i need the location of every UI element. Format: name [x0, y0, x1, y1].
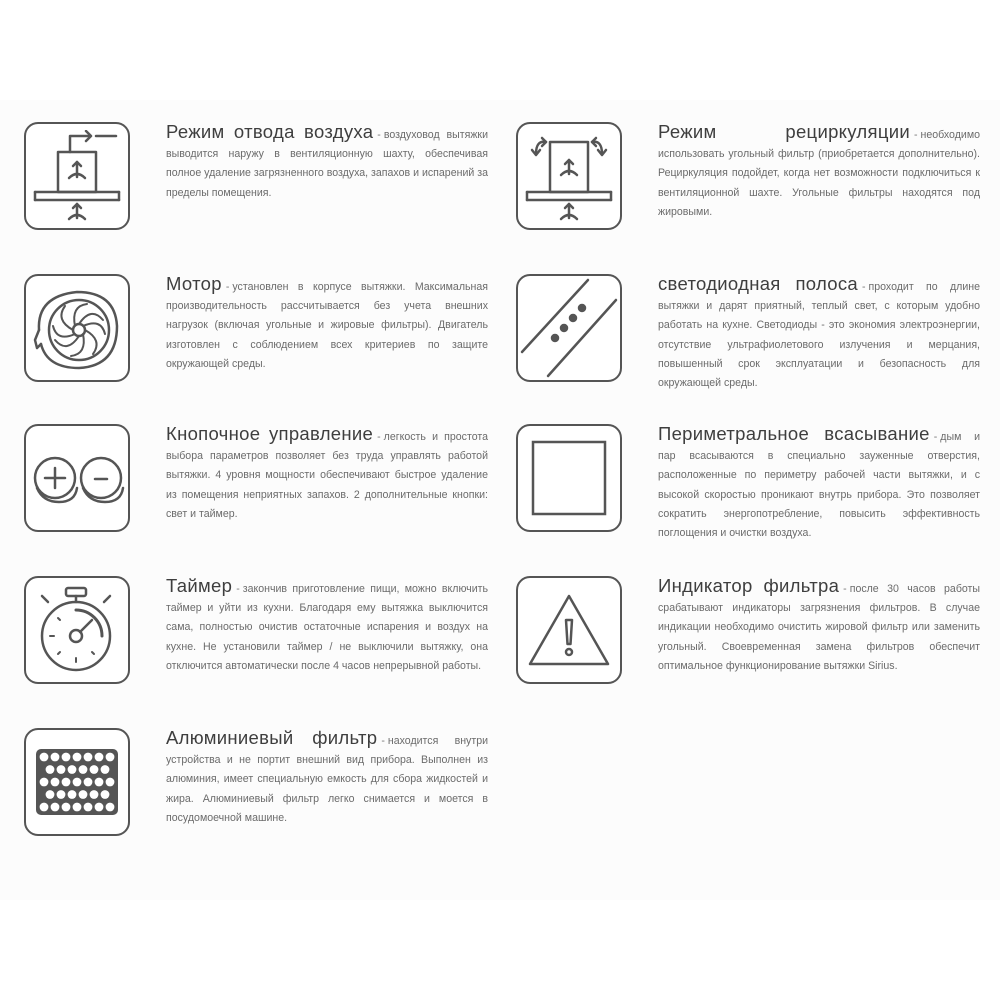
- feature-title: светодиодная полоса: [658, 273, 858, 294]
- feature-title: Алюминиевый фильтр: [166, 727, 378, 748]
- feature-title: Таймер: [166, 575, 233, 596]
- feature-text: Алюминиевый фильтр - находится внутри устройства и не портит внешний вид прибора. Выполнен из алюминия, имеет специальную емкость для сбора жидкостей и жира. Алюминиевый фильтр легко снимается и моется в посудомоечной машине.: [166, 727, 489, 824]
- feature-description: находится внутри устройства и не портит внешний вид прибора. Выполнен из алюминия, имеет специальную емкость для сбора жидкостей и жира. Алюминиевый фильтр легко снимается и моется в посудомоечной машине.: [166, 735, 489, 824]
- feature-text: Режим отвода воздуха - воздуховод вытяжки выводится наружу в вентиляционную шахту, обеспечивая полное удаление загрязненного воздуха, запахов и испарений за пределы помещения.: [166, 121, 488, 199]
- feature-description: закончив приготовление пищи, можно включить таймер и уйти из кухни. Благодаря ему вытяжка выключится сама, полностью очистив остаточные испарения и воздух на кухне. Не установили таймер / не выключили вытяжку, она отключится автоматически после 4 часов непрерывной работы.: [166, 583, 488, 672]
- feature-description: воздуховод вытяжки выводится наружу в вентиляционную шахту, обеспечивая полное удаление загрязненного воздуха, запахов и испарений за пределы помещения.: [166, 129, 488, 199]
- feature-description: дым и пар всасываются в специально зауженные отверстия, расположенные по периметру рабочей части вытяжки, и с высокой скоростью проникают внутрь прибора. Это позволяет сократить энергопотребление, повысить эффективность поглощения и очистки воздуха.: [658, 431, 980, 540]
- feature-description: легкость и простота выбора параметров позволяет без труда управлять работой вытяжки. 4 уровня мощности обеспечивают быстрое удаление из помещения неприятных запахов. 2 дополнительные кнопки: свет и таймер.: [166, 431, 488, 520]
- feature-text: Индикатор фильтра - после 30 часов работы срабатывают индикаторы загрязнения фильтров. В случае индикации необходимо очистить жировой фильтр или заменить угольный. Своевременная замена фильтров обеспечит оптимальное функционирование вытяжки Sirius.: [658, 575, 981, 672]
- motor-fan-icon: [24, 274, 130, 382]
- stopwatch-icon: [24, 576, 130, 684]
- grease-filter-icon: [24, 728, 130, 836]
- feature-title: Режим рециркуляции: [658, 121, 910, 142]
- feature-text: светодиодная полоса - проходит по длине вытяжки и дарят приятный, теплый свет, с которым удобно работать на кухне. Светодиоды - это экономия электроэнергии, отсутствие ультрафиолетового излучения и мерцания, повышенный срок эксплуатации и безопасность для окружающей среды.: [658, 273, 981, 390]
- feature-description: необходимо использовать угольный фильтр (приобретается дополнительно). Рециркуляция подойдет, когда нет возможности подключиться к вентиляционной шахте. Угольные фильтры находятся под жировыми.: [658, 129, 980, 218]
- recirculation-mode-icon: [516, 122, 622, 230]
- perimeter-suction-icon: [516, 424, 622, 532]
- feature-text: Кнопочное управление - легкость и простота выбора параметров позволяет без труда управлять работой вытяжки. 4 уровня мощности обеспечивают быстрое удаление из помещения неприятных запахов. 2 дополнительные кнопки: свет и таймер.: [166, 423, 488, 520]
- feature-title: Кнопочное управление: [166, 423, 374, 444]
- feature-title: Режим отвода воздуха: [166, 121, 374, 142]
- feature-description: проходит по длине вытяжки и дарят приятный, теплый свет, с которым удобно работать на кухне. Светодиоды - это экономия электроэнергии, отсутствие ультрафиолетового излучения и мерцания, повышенный срок эксплуатации и безопасность для окружающей среды.: [658, 281, 981, 390]
- feature-text: Таймер - закончив приготовление пищи, можно включить таймер и уйти из кухни. Благодаря ему вытяжка выключится сама, полностью очистив остаточные испарения и воздух на кухне. Не установили таймер / не выключили вытяжку, она отключится автоматически после 4 часов непрерывной работы.: [166, 575, 488, 672]
- feature-title: Мотор: [166, 273, 222, 294]
- feature-description: установлен в корпусе вытяжки. Максимальная производительность рассчитывается без учета внешних нагрузок (включая угольные и жировые фильтры). Двигатель изготовлен с соблюдением всех критериев по защите окружающей среды.: [166, 281, 488, 370]
- feature-title: Периметральное всасывание: [658, 423, 930, 444]
- feature-description: после 30 часов работы срабатывают индикаторы загрязнения фильтров. В случае индикации необходимо очистить жировой фильтр или заменить угольный. Своевременная замена фильтров обеспечит оптимальное функционирование вытяжки Sirius.: [658, 583, 981, 672]
- feature-text: Периметральное всасывание - дым и пар всасываются в специально зауженные отверстия, расположенные по периметру рабочей части вытяжки, и с высокой скоростью проникают внутрь прибора. Это позволяет сократить энергопотребление, повысить эффективность поглощения и очистки воздуха.: [658, 423, 980, 540]
- feature-text: Мотор - установлен в корпусе вытяжки. Максимальная производительность рассчитывается без учета внешних нагрузок (включая угольные и жировые фильтры). Двигатель изготовлен с соблюдением всех критериев по защите окружающей среды.: [166, 273, 488, 370]
- plus-minus-buttons-icon: [24, 424, 130, 532]
- feature-text: Режим рециркуляции - необходимо использовать угольный фильтр (приобретается дополнительно). Рециркуляция подойдет, когда нет возможности подключиться к вентиляционной шахте. Угольные фильтры находятся под жировыми.: [658, 121, 980, 218]
- exhaust-mode-icon: [24, 122, 130, 230]
- warning-triangle-icon: [516, 576, 622, 684]
- feature-title: Индикатор фильтра: [658, 575, 840, 596]
- led-strip-icon: [516, 274, 622, 382]
